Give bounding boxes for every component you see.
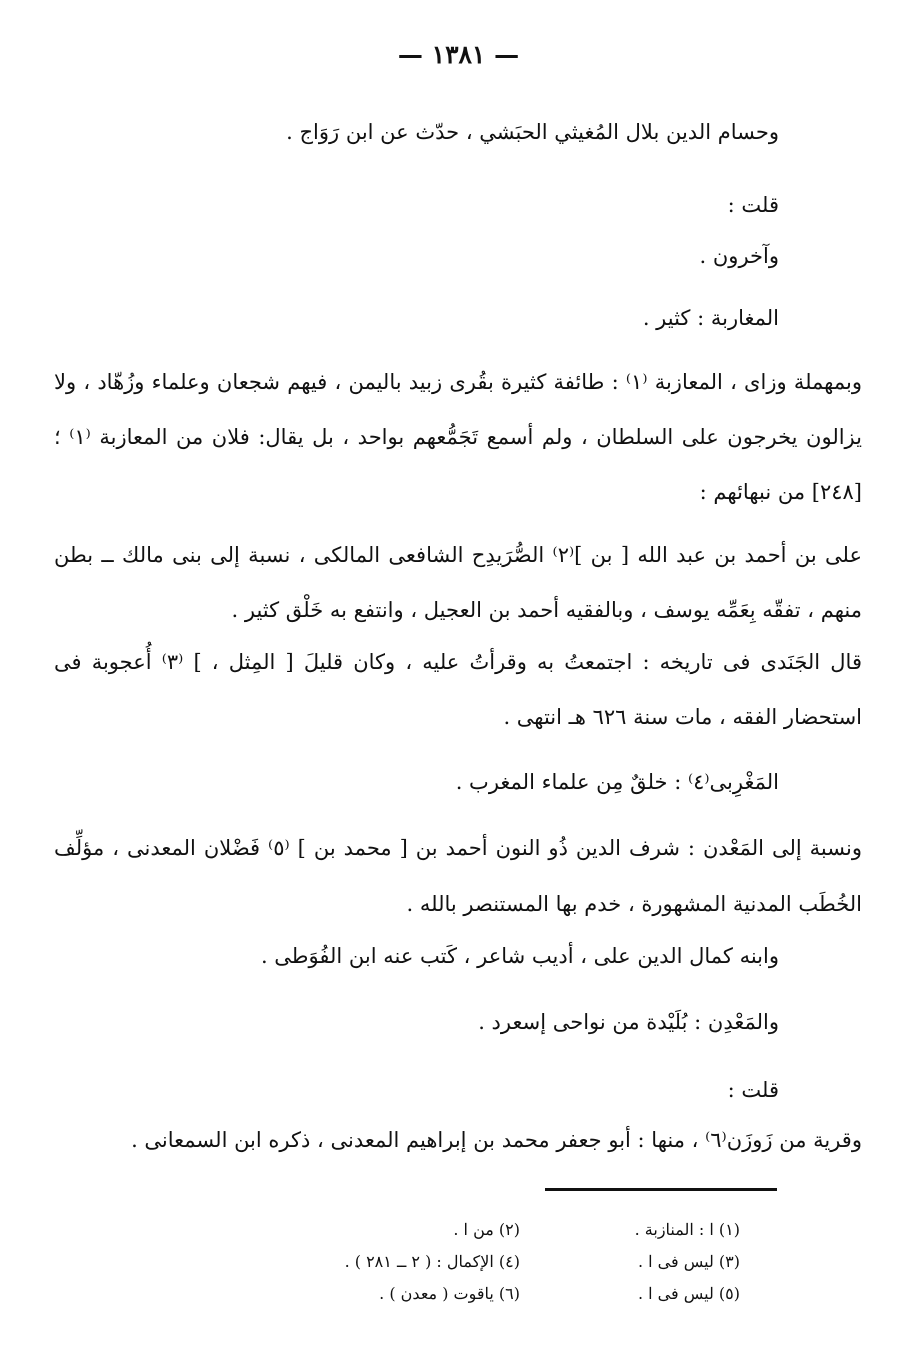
footnote-3: (٣) ليس فى ا . <box>637 1252 740 1271</box>
footnote-5: (٥) ليس فى ا . <box>637 1284 740 1303</box>
footnote-6: (٦) ياقوت ( معدن ) . <box>379 1284 520 1303</box>
paragraph: قلت : <box>727 1078 779 1102</box>
footnote-row <box>300 1278 740 1310</box>
paragraph: قلت : <box>727 193 779 217</box>
footnote-row <box>300 1214 740 1246</box>
paragraph: وحسام الدين بلال المُغيثي الحبَشي ، حدّث عن ابن رَوَاج . <box>286 120 779 144</box>
footnote-divider <box>545 1188 777 1191</box>
paragraph: ونسبة إلى المَعْدن : شرف الدين ذُو النون أحمد بن [ محمد بن ] ⁽٥⁾ فَضْلان المعدنى ، مؤلِّف الخُطَب المدنية المشهورة ، خدم بها المستنصر بالله . <box>54 836 862 916</box>
footnote-4: (٤) الإكمال : ( ٢ ــ ٢٨١ ) . <box>344 1252 520 1271</box>
footnote-2: (٢) من ا . <box>453 1220 520 1239</box>
paragraph: وآخرون . <box>699 244 779 268</box>
paragraph: وقرية من زَوزَن⁽٦⁾ ، منها : أبو جعفر محمد بن إبراهيم المعدنى ، ذكره ابن السمعانى . <box>131 1128 862 1152</box>
footnote-row <box>300 1246 740 1278</box>
page-number: — ١٣٨١ — <box>397 40 520 69</box>
paragraph: المَغْرِبى⁽٤⁾ : خلقٌ مِن علماء المغرب . <box>455 770 779 794</box>
paragraph: على بن أحمد بن عبد الله [ بن ]⁽٢⁾ الصُّرَيدِح الشافعى المالكى ، نسبة إلى بنى مالك ــ بطن منهم ، تفقّه بِعَمِّه يوسف ، وبالفقيه أحمد بن العجيل ، وانتفع به خَلْق كثير . <box>54 543 862 622</box>
paragraph: وابنه كمال الدين على ، أديب شاعر ، كَتب عنه ابن الفُوَطى . <box>260 944 779 968</box>
paragraph: والمَعْدِن : بُلَيْدة من نواحى إسعرد . <box>478 1010 779 1034</box>
paragraph: قال الجَنَدى فى تاريخه : اجتمعتُ به وقرأتُ عليه ، وكان قليلَ [ المِثل ، ] ⁽٣⁾ أُعجوبة فى استحضار الفقه ، مات سنة ٦٢٦ هـ انتهى . <box>54 650 862 729</box>
paragraph: وبمهملة وزاى ، المعازبة ⁽١⁾ : طائفة كثيرة بقُرى زبيد باليمن ، فيهم شجعان وعلماء وزُهّاد ، ولا يزالون يخرجون على السلطان ، ولم أسمع تَجَمُّعهم بواحد ، بل يقال: فلان من المعازبة ⁽١⁾ ؛ [٢٤٨] من نبهائهم : <box>54 370 862 504</box>
footnote-1: (١) ا : المنازبة . <box>634 1220 740 1239</box>
paragraph: المغاربة : كثير . <box>642 306 779 330</box>
footnotes <box>300 1214 740 1310</box>
